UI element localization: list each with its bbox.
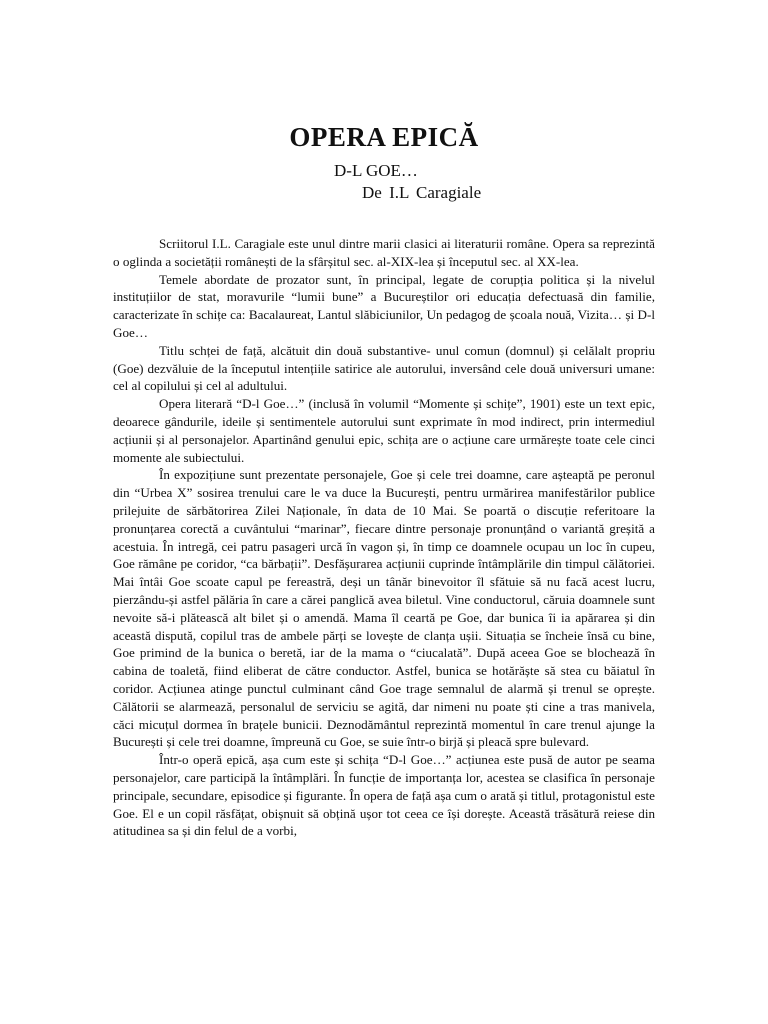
document-subtitle: D-L GOE…: [334, 161, 418, 180]
paragraph: În expozițiune sunt prezentate personajele, Goe și cele trei doamne, care așteaptă pe peronul din “Urbea X” sosirea trenului care le va duce la București, pentru urmărirea manifestărilor publice prilejuite de sărbătorirea Zilei Naționale, în data de 10 Mai. Se poartă o discuție referitoare la pronunțarea corectă a cuvântului “marinar”, fiecare dintre personaje pronunțând o variantă greșită a acestuia. În intregă, cei patru pasageri urcă în vagon și, în timp ce doamnele ocupau un loc în cupeu, Goe rămâne pe coridor, “ca bărbații”. Desfășurarea acțiunii cuprinde întâmplările din timpul călătoriei. Mai întâi Goe scoate capul pe fereastră, deși un tânăr binevoitor îl sfătuie să nu facă acest lucru, pierzându-și astfel pălăria în care a cărei panglică avea biletul. Vine conductorul, căruia doamnele sunt nevoite să-i plătească alt bilet și o amendă. Mama îl ceartă pe Goe, dar bunica îi ia apărarea și din această dispută, copilul tras de ambele părți se lovește de clanța ușii. Situația se încheie însă cu bine, Goe primind de la bunica o beretă, iar de la mama o “ciucalată”. După aceea Goe se blochează în cabina de toaletă, fiind eliberat de către conductor. Astfel, bunica se hotărăște să stea cu băiatul în coridor. Acțiunea atinge punctul culminant când Goe trage semnalul de alarmă și trenul se oprește. Călătorii se alarmează, personalul de serviciu se agită, dar nimeni nu poate ști cine a tras manivela, căci micuțul dormea în brațele bunicii. Deznodământul reprezintă momentul în care trenul ajunge la București și cele trei doamne, împreună cu Goe, se suie într-o birjă și pleacă spre bulevard.: [113, 467, 655, 750]
document-author: De I.L Caragiale: [362, 183, 482, 202]
paragraph: Scriitorul I.L. Caragiale este unul dintre marii clasici ai literaturii române. Opera sa reprezintă o oglinda a societății românești de la sfârșitul sec. al-XIX-lea și începutul sec. al XX-lea.: [113, 236, 655, 269]
document-title: OPERA EPICĂ: [289, 122, 479, 152]
paragraph: Temele abordate de prozator sunt, în principal, legate de corupția politica și la nivelul instituțiilor de stat, moravurile “lumii bune” a Bucureștilor ori educația defectuasă din familie, caracterizate în schițe ca: Bacalaureat, Lantul slăbiciunilor, Un pedagog de școala nouă, Vizita… și D-l Goe…: [113, 271, 655, 340]
paragraph: Opera literară “D-l Goe…” (inclusă în volumil “Momente și schițe”, 1901) este un text epic, deoarece gândurile, ideile și sentimentele autorului sunt exprimate în mod indirect, prin intermediul acțiunii și al personajelor. Apartinând genului epic, schița are o acțiune care urmărește toate cele cinci momente ale subiectului.: [113, 396, 655, 465]
paragraph: Titlu schței de față, alcătuit din două substantive- unul comun (domnul) și celălalt propriu (Goe) dezvăluie de la începutul intențiile satirice ale autorului, inversând cele două universuri umane: cel al copilului și cel al adultului.: [113, 342, 655, 394]
document-body: [113, 235, 655, 840]
paragraph: Într-o operă epică, așa cum este și schița “D-l Goe…” acțiunea este pusă de autor pe seama personajelor, care participă la întâmplări. În funcție de importanța lor, acestea se clasifica în personaje principale, secundare, episodice și figurante. În opera de față așa cum o arată și titlul, protagonistul este Goe. El e un copil răsfățat, obișnuit să obțină ușor tot ceea ce își dorește. Această trăsătură reiese din atitudinea sa și din felul de a vorbi,: [113, 752, 655, 839]
